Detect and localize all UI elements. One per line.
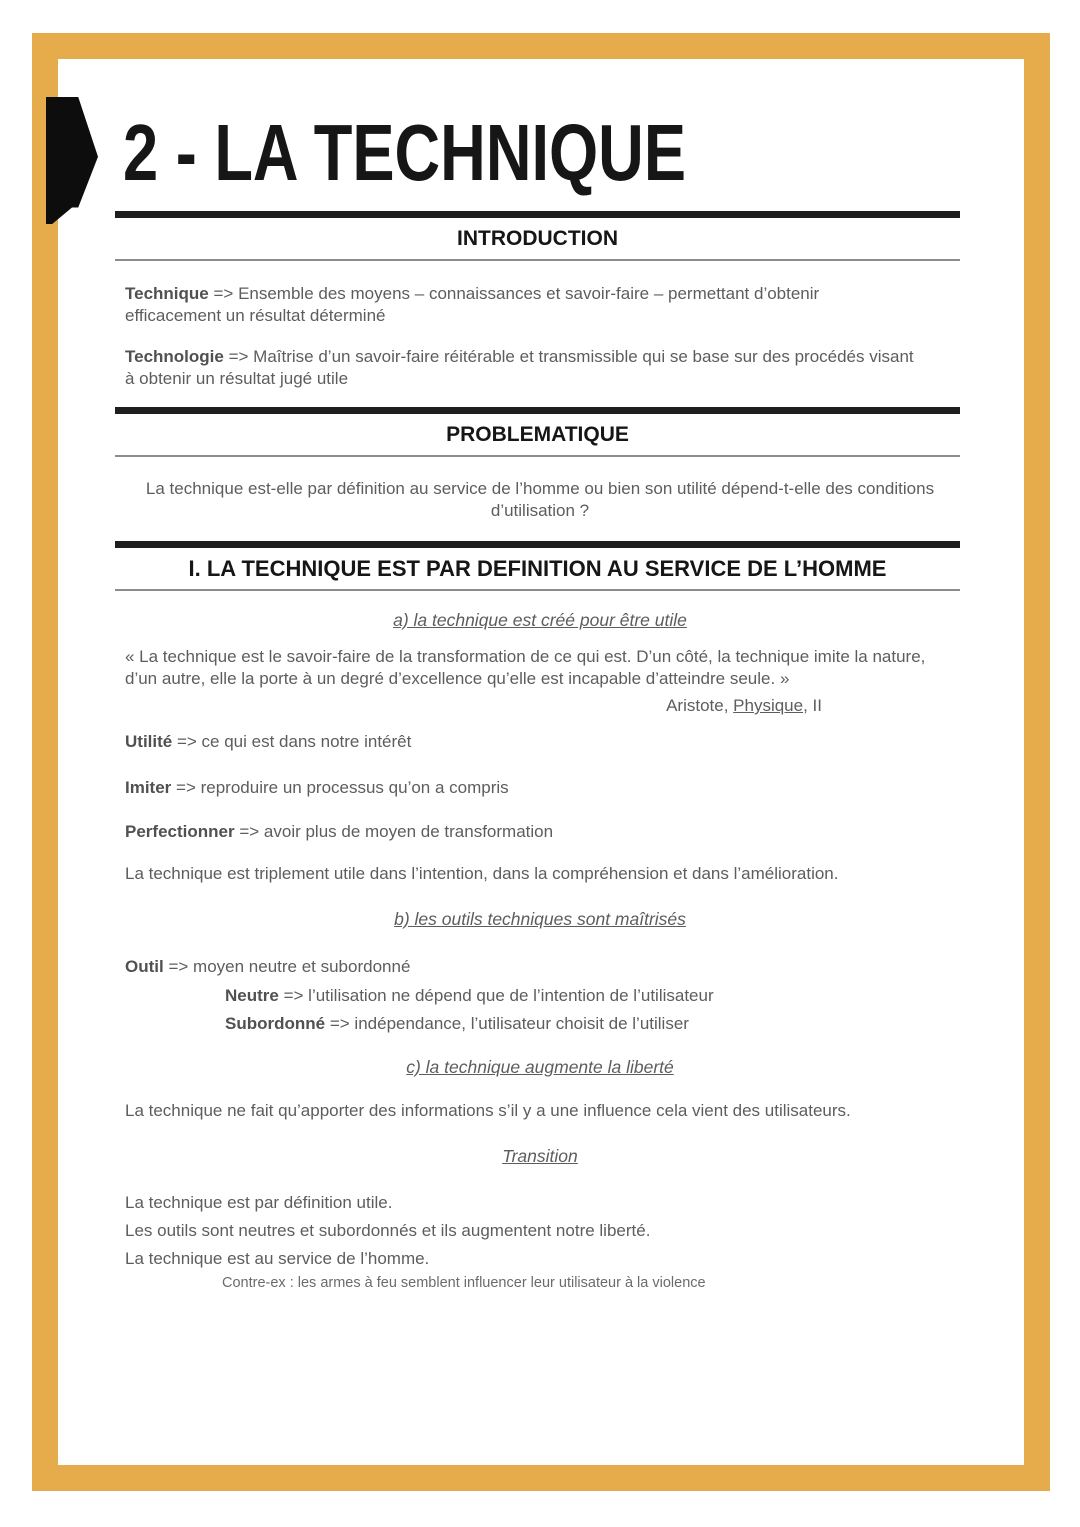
problematique-question: La technique est-elle par définition au service de l’homme ou bien son utilité dépend-t-elle des conditions d’utilisation ? [145, 479, 935, 520]
definition-term: Neutre [225, 986, 279, 1005]
definition-term: Technique [125, 284, 209, 303]
definition-text: => Ensemble des moyens – connaissances et savoir-faire – permettant d’obtenir efficacement un résultat déterminé [125, 284, 820, 325]
definition-text: => moyen neutre et subordonné [168, 957, 411, 976]
part1-title: I. LA TECHNIQUE EST PAR DEFINITION AU SERVICE DE L’HOMME [188, 556, 887, 581]
aristotle-quote: « La technique est le savoir-faire de la transformation de ce qui est. D’un côté, la technique imite la nature, d’un autre, elle la porte à un degré d’excellence qu’elle est incapable d’atteindre seule. » [125, 647, 926, 688]
summary-line: La technique est par définition utile. [125, 1193, 393, 1212]
definition-term: Subordonné [225, 1014, 326, 1033]
transition-summary [58, 1189, 1022, 1273]
definition-term: Perfectionner [125, 822, 235, 841]
subsection-a-heading: a) la technique est créé pour être utile [393, 610, 687, 630]
problematique-title: PROBLEMATIQUE [446, 423, 629, 446]
citation-author: Aristote, [666, 696, 734, 715]
definition-text: => avoir plus de moyen de transformation [239, 822, 554, 841]
counter-example-note: Contre-ex : les armes à feu semblent influencer leur utilisateur à la violence [222, 1275, 706, 1291]
definition-perfectionner [125, 821, 975, 843]
section-header-introduction [115, 211, 960, 261]
divider-thick [115, 211, 960, 218]
page-content [58, 59, 1022, 1465]
subsection-a-conclusion: La technique est triplement utile dans l’intention, dans la compréhension et dans l’amélioration. [125, 864, 839, 883]
definition-text: => l’utilisation ne dépend que de l’intention de l’utilisateur [283, 986, 714, 1005]
section-header-part1 [115, 541, 960, 591]
citation-book: , II [803, 696, 822, 715]
transition-heading: Transition [502, 1146, 578, 1166]
definition-neutre [225, 985, 1075, 1007]
divider-thick [115, 407, 960, 414]
subsection-c-heading: c) la technique augmente la liberté [406, 1057, 674, 1077]
definition-term: Utilité [125, 732, 173, 751]
definition-term: Outil [125, 957, 164, 976]
definition-technologie [125, 346, 925, 390]
subsection-b-heading: b) les outils techniques sont maîtrisés [394, 909, 686, 929]
definition-term: Imiter [125, 778, 172, 797]
definition-text: => Maîtrise d’un savoir-faire réitérable et transmissible qui se base sur des procédés visant à obtenir un résultat jugé utile [125, 347, 914, 388]
definition-subordonne [225, 1013, 1075, 1035]
summary-line: Les outils sont neutres et subordonnés et ils augmentent notre liberté. [125, 1221, 651, 1240]
introduction-title: INTRODUCTION [457, 227, 618, 250]
definition-outil [125, 956, 975, 978]
page-title: 2 - LA TECHNIQUE [123, 108, 686, 197]
section-header-problematique [115, 407, 960, 457]
definition-text: => indépendance, l’utilisateur choisit de l’utiliser [329, 1014, 689, 1033]
quote-citation [115, 695, 960, 716]
divider-thin [115, 589, 960, 591]
definition-utilite [125, 731, 975, 753]
definition-text: => ce qui est dans notre intérêt [176, 732, 412, 751]
subsection-c-text: La technique ne fait qu’apporter des informations s’il y a une influence cela vient des utilisateurs. [125, 1101, 851, 1120]
citation-work: Physique [733, 696, 804, 715]
definition-term: Technologie [125, 347, 224, 366]
summary-line: La technique est au service de l’homme. [125, 1249, 430, 1268]
divider-thin [115, 455, 960, 457]
definition-imiter [125, 777, 975, 799]
divider-thin [115, 259, 960, 261]
definition-technique [125, 283, 895, 327]
divider-thick [115, 541, 960, 548]
definition-text: => reproduire un processus qu’on a compris [176, 778, 509, 797]
